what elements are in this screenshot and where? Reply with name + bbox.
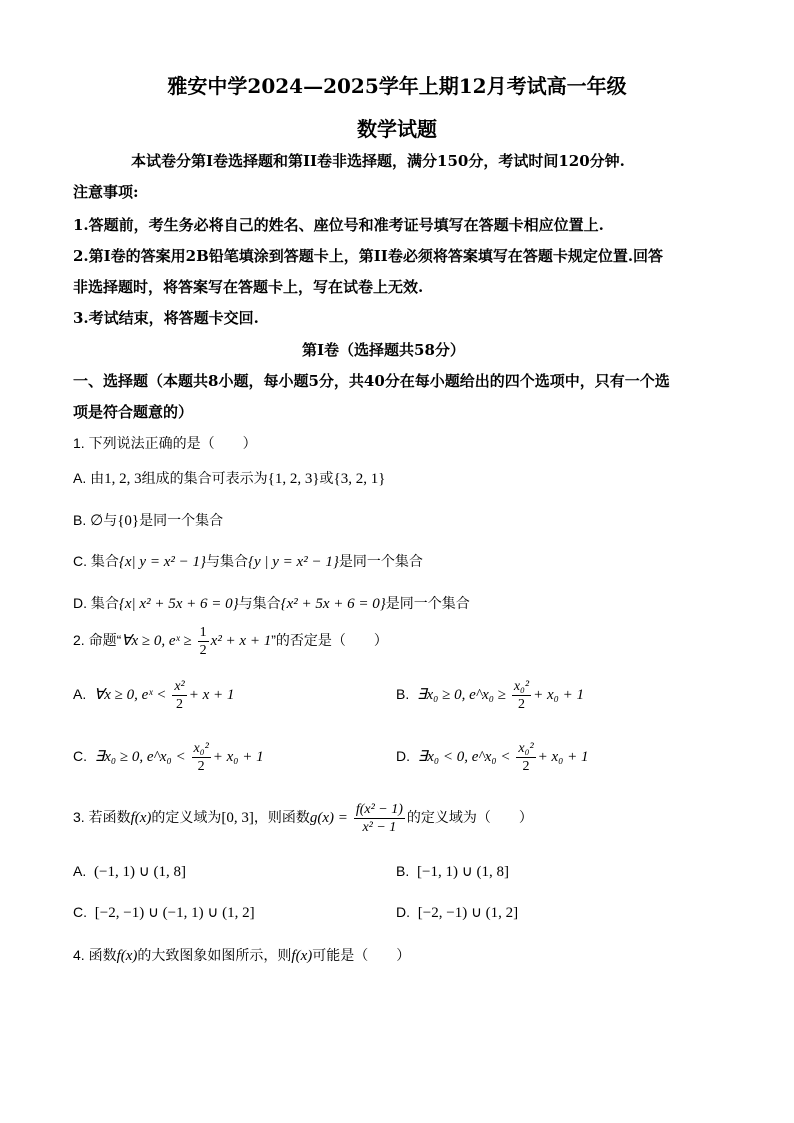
math-expr: {1, 2, 3} xyxy=(267,471,320,487)
option-text: 与集合 xyxy=(238,595,281,611)
fraction xyxy=(172,678,186,713)
option-text: 集合 xyxy=(90,595,119,611)
math-expr: f(x) xyxy=(291,948,313,964)
notice-item-1: 1.答题前，考生务必将自己的姓名、座位号和准考证号填写在答题卡相应位置上. xyxy=(73,216,604,234)
fraction xyxy=(512,678,531,713)
q2-option-c xyxy=(73,740,264,775)
q3-option-b xyxy=(396,862,509,881)
stem-text: ”的否定是（ ） xyxy=(271,632,388,649)
section-heading-line-1: 一、选择题（本题共8小题，每小题5分，共40分在每小题给出的四个选项中，只有一个选 xyxy=(73,372,670,390)
math-expr: ∃x₀ ≥ 0, e^x₀ ≥ xyxy=(417,687,506,704)
q2-option-a xyxy=(73,678,234,713)
stem-text: 的定义域为 xyxy=(151,809,222,826)
option-text: 是同一个集合 xyxy=(385,595,470,611)
q1-option-a xyxy=(73,468,385,488)
math-expr: x² + x + 1 xyxy=(210,633,272,650)
math-expr: + x₀ + 1 xyxy=(212,749,264,766)
fraction-numerator: f(x² − 1) xyxy=(355,802,403,817)
option-label: C. xyxy=(73,748,87,765)
option-text: 由 xyxy=(90,470,105,486)
fraction-numerator: x₀² xyxy=(513,679,530,694)
q3-option-d xyxy=(396,903,518,922)
section-heading-line-2: 项是符合题意的） xyxy=(73,403,194,421)
math-expr: f(x) xyxy=(130,810,152,827)
stem-text: 3. 若函数 xyxy=(73,809,131,826)
option-label: C. xyxy=(73,904,87,920)
math-expr: [−1, 1) ∪ (1, 8] xyxy=(417,864,509,880)
stem-text: 可能是（ ） xyxy=(312,947,411,963)
option-label: C. xyxy=(73,553,87,569)
fraction xyxy=(198,624,209,659)
option-text: 集合 xyxy=(90,553,119,569)
math-expr: [−2, −1) ∪ (−1, 1) ∪ (1, 2] xyxy=(94,905,255,921)
option-text: 与集合 xyxy=(205,553,248,569)
option-label: B. xyxy=(73,512,87,528)
option-text: 是同一个集合 xyxy=(338,553,423,569)
fraction xyxy=(192,740,211,775)
q2-option-b xyxy=(396,678,584,713)
notice-item-2-line-2: 非选择题时，将答案写在答题卡上，写在试卷上无效. xyxy=(73,278,424,296)
fraction-denominator: 2 xyxy=(197,759,205,774)
fraction-denominator: 2 xyxy=(522,759,530,774)
q1-option-c xyxy=(73,551,423,571)
math-expr: {x² + 5x + 6 = 0} xyxy=(280,596,386,612)
fraction xyxy=(354,801,405,836)
q2-stem xyxy=(73,624,388,659)
stem-text: 的定义域为（ ） xyxy=(406,809,533,826)
fraction-numerator: x₀² xyxy=(518,741,534,756)
math-expr: {x| x² + 5x + 6 = 0} xyxy=(118,596,239,612)
option-text: 与 xyxy=(103,512,118,528)
part1-heading: 第I卷（选择题共58分） xyxy=(302,341,465,359)
exam-subtitle: 数学试题 xyxy=(357,117,437,141)
option-label: D. xyxy=(396,904,410,920)
option-label: A. xyxy=(73,470,87,486)
q1-option-d xyxy=(73,593,470,613)
math-expr: ∅ xyxy=(90,513,104,529)
math-expr: + x₀ + 1 xyxy=(537,749,589,766)
option-text: 组成的集合可表示为 xyxy=(141,470,268,486)
notice-item-3: 3.考试结束，将答题卡交回. xyxy=(73,309,259,327)
math-expr: g(x) = xyxy=(309,810,348,827)
q3-option-a xyxy=(73,862,186,881)
notice-item-2-line-1: 2.第I卷的答案用2B铅笔填涂到答题卡上，第II卷必须将答案填写在答题卡规定位置.回答 xyxy=(73,247,664,265)
option-text: 是同一个集合 xyxy=(139,512,224,528)
math-expr: 1, 2, 3 xyxy=(104,471,142,487)
stem-text: ，则函数 xyxy=(253,809,310,826)
math-expr: [−2, −1) ∪ (1, 2] xyxy=(417,905,519,921)
q3-stem xyxy=(73,801,533,836)
q4-stem xyxy=(73,945,410,965)
fraction-numerator: 1 xyxy=(199,625,207,640)
math-expr: ∃x₀ ≥ 0, e^x₀ < xyxy=(94,749,186,766)
math-expr: {3, 2, 1} xyxy=(333,471,386,487)
notice-heading: 注意事项: xyxy=(73,183,139,201)
fraction-denominator: 2 xyxy=(199,643,207,658)
math-expr: {0} xyxy=(117,513,140,529)
fraction-denominator: 2 xyxy=(517,697,525,712)
stem-text: 2. 命题“ xyxy=(73,632,122,649)
fraction-numerator: x² xyxy=(174,679,185,694)
math-expr: {y | y = x² − 1} xyxy=(247,554,339,570)
q1-stem: 1. 下列说法正确的是（ ） xyxy=(73,435,257,451)
q2-option-d xyxy=(396,740,589,775)
math-expr: + x + 1 xyxy=(188,687,235,704)
option-label: B. xyxy=(396,863,410,879)
stem-text: 的大致图象如图所示，则 xyxy=(137,947,292,963)
option-label: A. xyxy=(73,863,87,879)
math-expr: f(x) xyxy=(116,948,138,964)
fraction xyxy=(516,740,535,775)
option-label: A. xyxy=(73,686,87,703)
math-expr: ∃x₀ < 0, e^x₀ < xyxy=(417,749,511,766)
math-expr: + x₀ + 1 xyxy=(533,687,584,704)
math-expr: (−1, 1) ∪ (1, 8] xyxy=(94,864,186,880)
math-expr: [0, 3] xyxy=(221,810,254,827)
option-label: D. xyxy=(73,595,87,611)
exam-title: 雅安中学2024—2025学年上期12月考试高一年级 xyxy=(167,74,627,98)
stem-text: 4. 函数 xyxy=(73,947,117,963)
option-label: D. xyxy=(396,748,410,765)
math-expr: ∀x ≥ 0, eˣ ≥ xyxy=(121,633,192,650)
option-label: B. xyxy=(396,686,410,703)
math-expr: ∀x ≥ 0, eˣ < xyxy=(94,687,167,704)
q3-option-c xyxy=(73,903,255,922)
q1-option-b xyxy=(73,510,223,530)
fraction-numerator: x₀² xyxy=(193,741,209,756)
fraction-denominator: x² − 1 xyxy=(362,820,397,835)
exam-intro: 本试卷分第I卷选择题和第II卷非选择题，满分150分，考试时间120分钟. xyxy=(131,152,625,170)
option-text: 或 xyxy=(319,470,334,486)
math-expr: {x| y = x² − 1} xyxy=(118,554,206,570)
fraction-denominator: 2 xyxy=(176,697,184,712)
